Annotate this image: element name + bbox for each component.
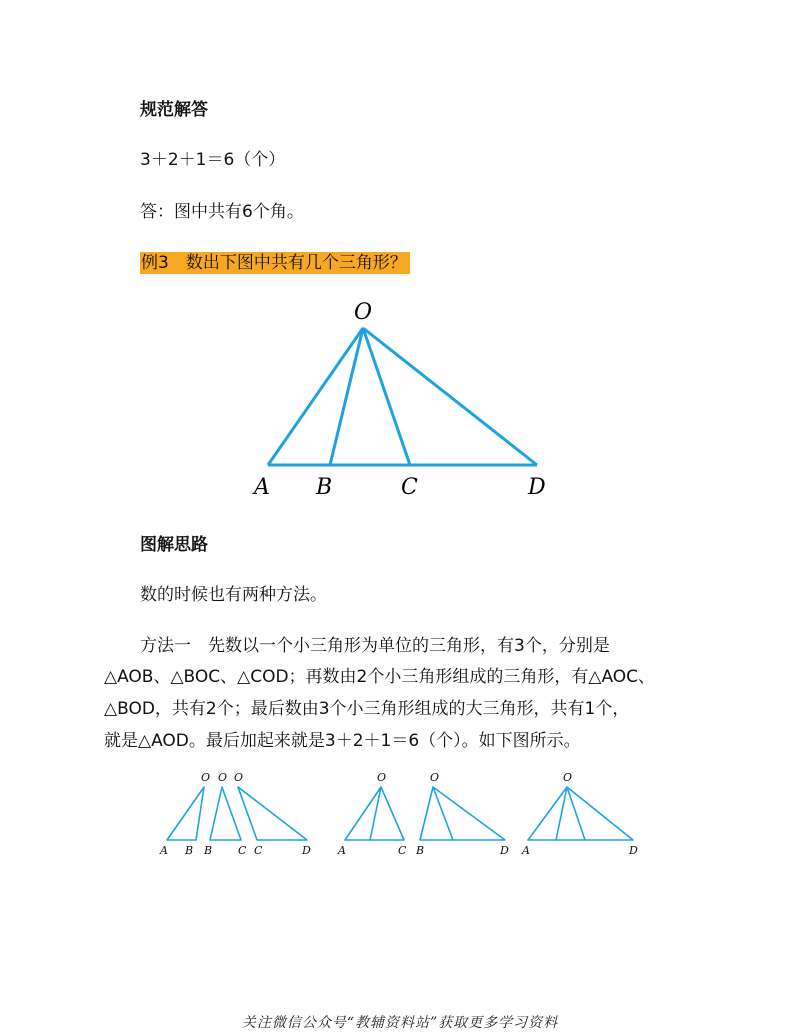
small-label-b3: B (416, 844, 425, 857)
label-c: C (401, 475, 418, 500)
small-tri-aod (528, 787, 633, 840)
solution-heading: 规范解答 (140, 100, 208, 120)
small-label-a2: A (338, 844, 346, 857)
line-od (363, 328, 537, 465)
small-label-o5: O (430, 771, 440, 784)
small-label-d2: D (500, 844, 509, 857)
example3-highlight: 例3 数出下图中共有几个三角形？ (140, 252, 410, 274)
label-b: B (316, 475, 333, 500)
method-line-1: 方法一 先数以一个小三角形为单位的三角形，有3个，分别是 (140, 636, 610, 656)
analysis-intro: 数的时候也有两种方法。 (140, 585, 327, 605)
label-d: D (528, 475, 546, 500)
small-diagrams (167, 787, 633, 840)
line-oa (268, 328, 363, 465)
small-tri-bod (420, 787, 505, 840)
small-label-c1: C (238, 844, 247, 857)
analysis-heading: 图解思路 (140, 535, 208, 555)
small-label-o4: O (377, 771, 387, 784)
small-label-o1: O (201, 771, 211, 784)
small-label-o6: O (563, 771, 573, 784)
method-line-2: △AOB、△BOC、△COD；再数由2个小三角形组成的三角形，有△AOC、 (104, 667, 656, 687)
method-line-3: △BOD，共有2个；最后数由3个小三角形组成的大三角形，共有1个， (104, 699, 630, 719)
solution-equation: 3＋2＋1＝6（个） (140, 150, 286, 170)
small-label-d3: D (629, 844, 638, 857)
small-label-c3: C (398, 844, 407, 857)
small-label-o3: O (234, 771, 244, 784)
label-a: A (254, 475, 270, 500)
small-label-b1: B (185, 844, 194, 857)
label-o: O (354, 300, 373, 325)
line-ob (330, 328, 363, 465)
line-oc (363, 328, 410, 465)
small-label-d1: D (302, 844, 311, 857)
small-label-b2: B (204, 844, 213, 857)
small-tri-cod (238, 787, 307, 840)
footer-watermark: 关注微信公众号“教辅资料站”获取更多学习资料 (241, 1015, 559, 1031)
method-line-4: 就是△AOD。最后加起来就是3＋2＋1＝6（个）。如下图所示。 (104, 731, 581, 751)
small-label-a3: A (522, 844, 530, 857)
solution-answer: 答：图中共有6个角。 (140, 202, 304, 222)
small-tri-boc (210, 787, 241, 840)
small-tri-aoc (345, 787, 404, 840)
small-label-a1: A (160, 844, 168, 857)
small-label-c2: C (254, 844, 263, 857)
small-label-o2: O (218, 771, 228, 784)
small-tri-aob (167, 787, 204, 840)
